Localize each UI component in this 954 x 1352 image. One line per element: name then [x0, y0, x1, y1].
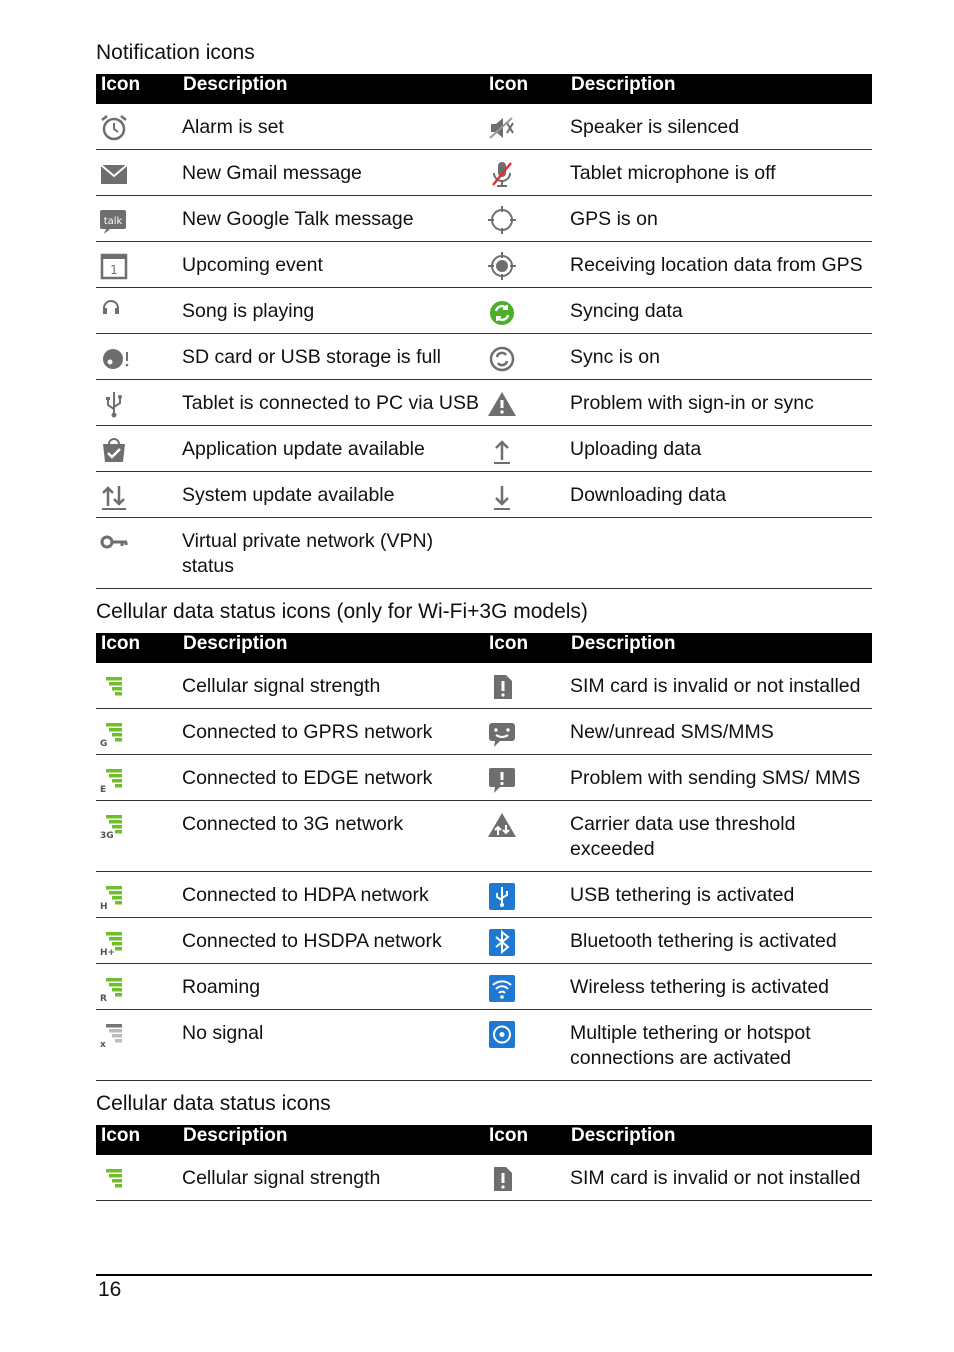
table-row: [96, 755, 872, 801]
svg-text:R: R: [100, 994, 107, 1004]
table-row: [96, 472, 872, 518]
download-icon: [486, 480, 518, 512]
icon-cell: [484, 918, 566, 964]
column-header: Description: [566, 633, 872, 663]
description-cell: [566, 518, 872, 589]
syncing-icon: [486, 296, 518, 328]
description-cell: Problem with sign-in or sync: [566, 380, 872, 426]
icon-cell: [96, 518, 178, 589]
usb-icon: [98, 388, 130, 420]
icon-cell: [484, 104, 566, 150]
bluetooth-tethering-icon: [486, 926, 518, 958]
table-row: [96, 334, 872, 380]
svg-text:E: E: [100, 785, 107, 795]
icon-cell: [484, 872, 566, 918]
column-header: Icon: [484, 633, 566, 663]
icon-cell: [96, 755, 178, 801]
column-header: Icon: [96, 1125, 178, 1155]
page: [96, 0, 872, 1201]
svg-text:1: 1: [110, 263, 118, 277]
multiple-tethering-icon: [486, 1018, 518, 1050]
icon-cell: [96, 334, 178, 380]
description-cell: Uploading data: [566, 426, 872, 472]
signal-strength-icon: [98, 1163, 130, 1195]
icon-cell: [96, 1010, 178, 1081]
svg-text:talk: talk: [103, 216, 123, 227]
table-header-row: [96, 74, 872, 104]
speaker-silenced-icon: [486, 112, 518, 144]
gmail-icon: [98, 158, 130, 190]
description-cell: System update available: [178, 472, 484, 518]
sim-invalid-icon: [486, 1163, 518, 1195]
icon-cell: [96, 472, 178, 518]
icon-cell: [96, 288, 178, 334]
description-cell: Tablet microphone is off: [566, 150, 872, 196]
icon-table: [96, 74, 872, 589]
icon-cell: [96, 196, 178, 242]
signal-roaming-icon: [98, 972, 130, 1004]
description-cell: Sync is on: [566, 334, 872, 380]
gps-on-icon: [486, 204, 518, 236]
signal-strength-icon: [98, 671, 130, 703]
wifi-tethering-icon: [486, 972, 518, 1004]
table-row: [96, 518, 872, 589]
table-row: [96, 426, 872, 472]
sms-problem-icon: [486, 763, 518, 795]
icon-cell: [96, 872, 178, 918]
description-cell: Receiving location data from GPS: [566, 242, 872, 288]
signal-hsdpa-icon: [98, 926, 130, 958]
icon-cell: [96, 104, 178, 150]
icon-cell: [484, 1010, 566, 1081]
signal-edge-icon: [98, 763, 130, 795]
footer-rule: [96, 1274, 872, 1276]
icon-cell: [96, 150, 178, 196]
description-cell: Upcoming event: [178, 242, 484, 288]
icon-cell: [484, 1155, 566, 1201]
description-cell: SIM card is invalid or not installed: [566, 663, 872, 709]
section-title: Cellular data status icons: [96, 1092, 331, 1115]
description-cell: Connected to HDPA network: [178, 872, 484, 918]
table-row: [96, 1010, 872, 1081]
icon-cell: [96, 426, 178, 472]
description-cell: Connected to EDGE network: [178, 755, 484, 801]
column-header: Description: [178, 74, 484, 104]
description-cell: No signal: [178, 1010, 484, 1081]
description-cell: New/unread SMS/MMS: [566, 709, 872, 755]
description-cell: Speaker is silenced: [566, 104, 872, 150]
table-row: [96, 709, 872, 755]
icon-cell: [484, 755, 566, 801]
icon-cell: [484, 709, 566, 755]
table-row: [96, 380, 872, 426]
icon-cell: [484, 150, 566, 196]
calendar-icon: [98, 250, 130, 282]
signal-3g-icon: [98, 809, 130, 841]
description-cell: Virtual private network (VPN) status: [178, 518, 484, 589]
vpn-key-icon: [98, 526, 130, 558]
table-row: [96, 1155, 872, 1201]
description-cell: Connected to GPRS network: [178, 709, 484, 755]
description-cell: Cellular signal strength: [178, 1155, 484, 1201]
description-cell: Multiple tethering or hotspot connections are activated: [566, 1010, 872, 1081]
description-cell: New Google Talk message: [178, 196, 484, 242]
icon-cell: [484, 334, 566, 380]
description-cell: Bluetooth tethering is activated: [566, 918, 872, 964]
sms-icon: [486, 717, 518, 749]
icon-cell: [96, 663, 178, 709]
icon-cell: [484, 242, 566, 288]
column-header: Description: [178, 1125, 484, 1155]
icon-cell: [484, 288, 566, 334]
alarm-icon: [98, 112, 130, 144]
column-header: Icon: [484, 1125, 566, 1155]
column-header: Icon: [96, 74, 178, 104]
icon-cell: [96, 964, 178, 1010]
icon-cell: [484, 518, 566, 589]
system-update-icon: [98, 480, 130, 512]
icon-cell: [96, 242, 178, 288]
svg-text:G: G: [100, 739, 108, 749]
section-title: Cellular data status icons (only for Wi-Fi+3G models): [96, 600, 588, 623]
page-number: 16: [98, 1278, 122, 1301]
icon-table: [96, 1125, 872, 1201]
icon-cell: [96, 709, 178, 755]
column-header: Icon: [96, 633, 178, 663]
description-cell: Roaming: [178, 964, 484, 1010]
svg-text:H: H: [100, 902, 108, 912]
description-cell: Connected to HSDPA network: [178, 918, 484, 964]
table-row: [96, 288, 872, 334]
svg-text:3G: 3G: [100, 831, 114, 841]
description-cell: Downloading data: [566, 472, 872, 518]
upload-icon: [486, 434, 518, 466]
table-row: [96, 801, 872, 872]
table-row: [96, 872, 872, 918]
description-cell: Alarm is set: [178, 104, 484, 150]
sim-invalid-icon: [486, 671, 518, 703]
microphone-off-icon: [486, 158, 518, 190]
description-cell: GPS is on: [566, 196, 872, 242]
table-row: [96, 918, 872, 964]
icon-cell: [96, 801, 178, 872]
icon-cell: [484, 663, 566, 709]
description-cell: SD card or USB storage is full: [178, 334, 484, 380]
description-cell: Wireless tethering is activated: [566, 964, 872, 1010]
icon-cell: [484, 196, 566, 242]
description-cell: Problem with sending SMS/ MMS: [566, 755, 872, 801]
table-row: [96, 663, 872, 709]
icon-cell: [96, 1155, 178, 1201]
signal-gprs-icon: [98, 717, 130, 749]
icon-cell: [96, 918, 178, 964]
icon-cell: [484, 380, 566, 426]
table-header-row: [96, 633, 872, 663]
gps-receiving-icon: [486, 250, 518, 282]
signal-hdpa-icon: [98, 880, 130, 912]
talk-icon: [98, 204, 130, 236]
sd-card-full-icon: [98, 342, 130, 374]
icon-cell: [484, 472, 566, 518]
table-row: [96, 104, 872, 150]
section-title: Notification icons: [96, 41, 255, 64]
description-cell: Syncing data: [566, 288, 872, 334]
sync-on-icon: [486, 342, 518, 374]
description-cell: Cellular signal strength: [178, 663, 484, 709]
description-cell: Application update available: [178, 426, 484, 472]
svg-text:H+: H+: [100, 948, 116, 958]
headphones-icon: [98, 296, 130, 328]
description-cell: SIM card is invalid or not installed: [566, 1155, 872, 1201]
column-header: Description: [178, 633, 484, 663]
table-row: [96, 964, 872, 1010]
column-header: Description: [566, 1125, 872, 1155]
table-header-row: [96, 1125, 872, 1155]
no-signal-icon: [98, 1018, 130, 1050]
icon-table: [96, 633, 872, 1081]
description-cell: Connected to 3G network: [178, 801, 484, 872]
description-cell: USB tethering is activated: [566, 872, 872, 918]
column-header: Icon: [484, 74, 566, 104]
icon-cell: [484, 964, 566, 1010]
table-row: [96, 150, 872, 196]
data-threshold-icon: [486, 809, 518, 841]
icon-cell: [96, 380, 178, 426]
description-cell: Carrier data use threshold exceeded: [566, 801, 872, 872]
app-update-icon: [98, 434, 130, 466]
svg-text:x: x: [100, 1040, 106, 1050]
description-cell: Tablet is connected to PC via USB: [178, 380, 484, 426]
usb-tethering-icon: [486, 880, 518, 912]
warning-icon: [486, 388, 518, 420]
icon-cell: [484, 801, 566, 872]
column-header: Description: [566, 74, 872, 104]
table-row: [96, 196, 872, 242]
description-cell: Song is playing: [178, 288, 484, 334]
table-row: [96, 242, 872, 288]
icon-cell: [484, 426, 566, 472]
description-cell: New Gmail message: [178, 150, 484, 196]
